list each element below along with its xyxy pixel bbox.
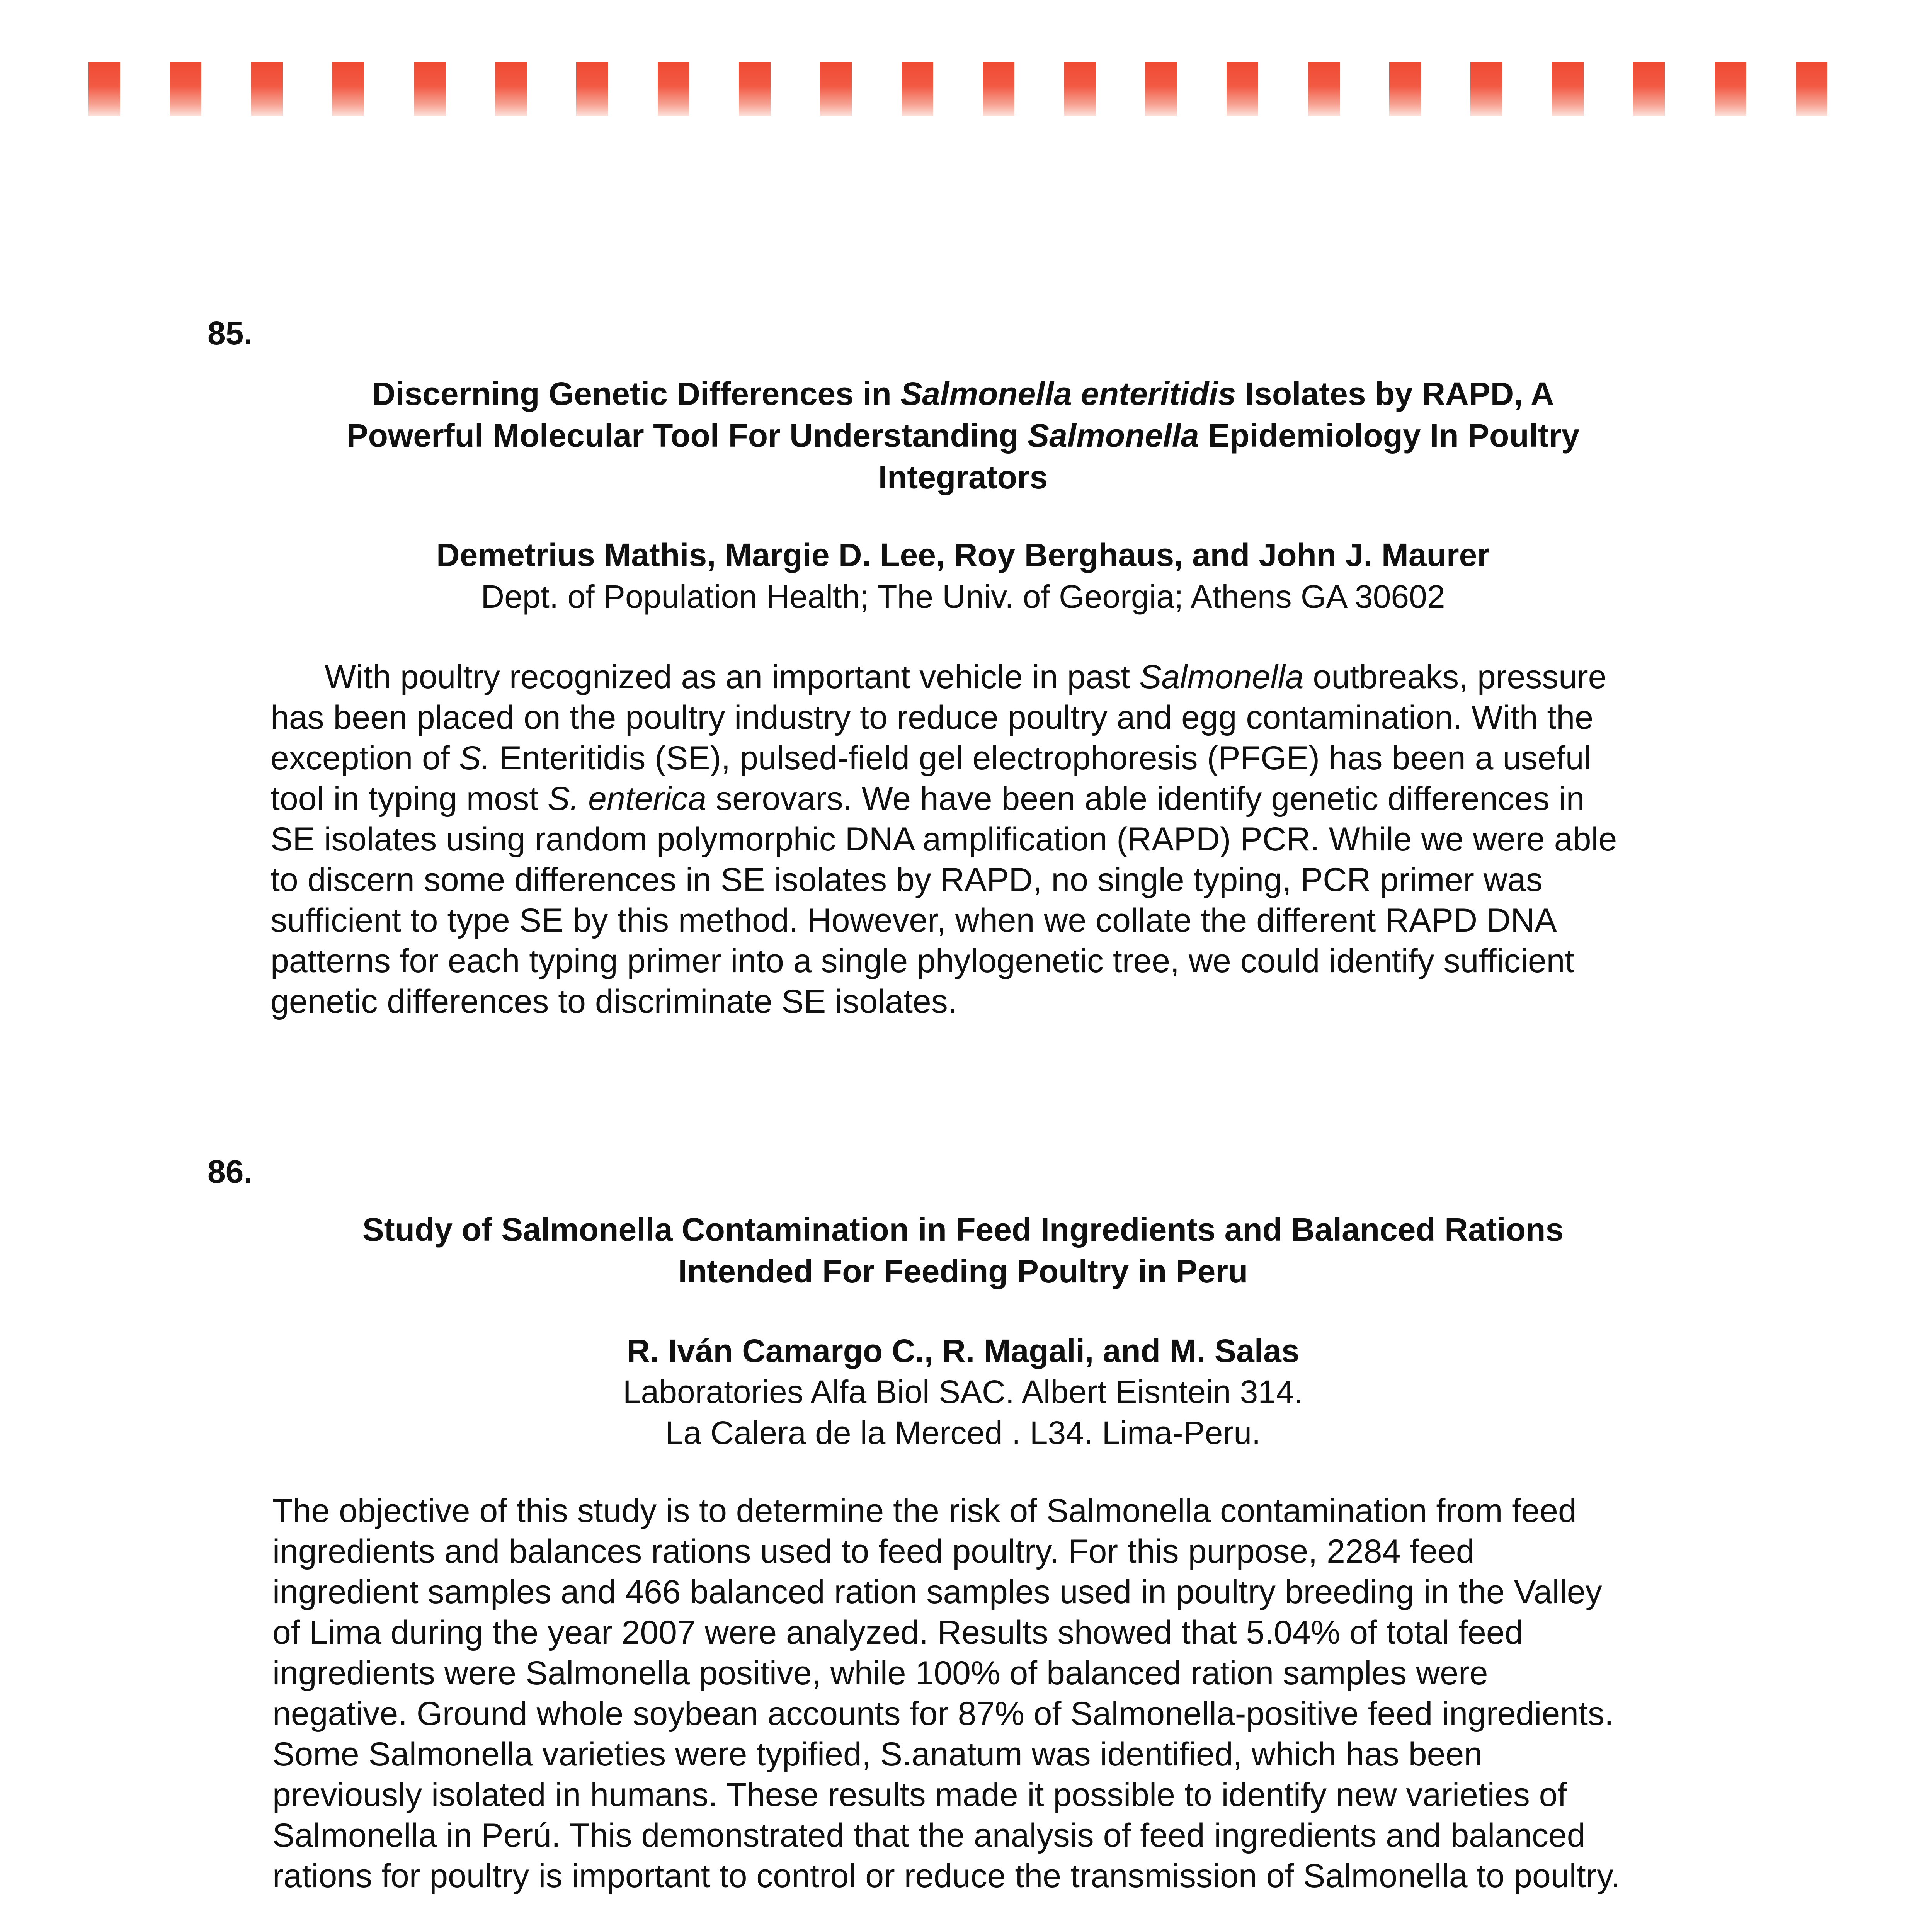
body-italic: S. enterica xyxy=(548,780,707,817)
body-text: serovars. We have been able identify genetic differences in xyxy=(706,780,1585,817)
title-italic: Salmonella enteritidis xyxy=(900,376,1236,412)
abstract-86-title xyxy=(0,1209,1926,1292)
header-band-square xyxy=(983,62,1014,116)
header-band xyxy=(88,62,1827,116)
body-line: to discern some differences in SE isolates by RAPD, no single typing, PCR primer was xyxy=(271,861,1543,898)
abstract-85-body xyxy=(271,657,1739,1022)
body-line xyxy=(271,657,1739,697)
title-text: Powerful Molecular Tool For Understanding xyxy=(346,417,1028,454)
body-italic: Salmonella xyxy=(1139,658,1304,696)
header-band-square xyxy=(1145,62,1177,116)
header-band-square xyxy=(1308,62,1340,116)
body-line: sufficient to type SE by this method. However, when we collate the different RAPD DNA xyxy=(271,902,1557,939)
header-band-square xyxy=(332,62,364,116)
body-text: exception of xyxy=(271,740,459,777)
title-text: Epidemiology In Poultry xyxy=(1199,417,1580,454)
body-line xyxy=(271,738,1739,779)
body-line: genetic differences to discriminate SE isolates. xyxy=(271,983,957,1020)
body-italic: S. xyxy=(459,740,490,777)
body-text: Enteritidis (SE), pulsed-field gel electrophoresis (PFGE) has been a useful xyxy=(490,740,1591,777)
body-line xyxy=(271,779,1739,819)
header-band-square xyxy=(1389,62,1421,116)
header-band-square xyxy=(1715,62,1746,116)
header-band-square xyxy=(1064,62,1096,116)
title-text: Isolates by RAPD, A xyxy=(1236,376,1554,412)
header-band-square xyxy=(658,62,689,116)
body-text: tool in typing most xyxy=(271,780,548,817)
abstract-85-title-line-3: Integrators xyxy=(878,459,1048,495)
body-line: previously isolated in humans. These results made it possible to identify new varieties of xyxy=(272,1776,1567,1813)
header-band-square xyxy=(88,62,120,116)
abstract-85-title xyxy=(0,373,1926,498)
abstract-86-affiliation-line-2: La Calera de la Merced . L34. Lima-Peru. xyxy=(665,1415,1261,1451)
body-line: SE isolates using random polymorphic DNA amplification (RAPD) PCR. While we were able xyxy=(271,821,1617,858)
header-band-square xyxy=(1552,62,1584,116)
abstract-85-affiliation: Dept. of Population Health; The Univ. of Georgia; Athens GA 30602 xyxy=(481,578,1445,615)
body-line: ingredient samples and 466 balanced ration samples used in poultry breeding in the Valley xyxy=(272,1573,1602,1611)
header-band-square xyxy=(1227,62,1258,116)
header-band-square xyxy=(414,62,446,116)
header-band-square xyxy=(1796,62,1827,116)
header-band-square xyxy=(820,62,852,116)
body-line: has been placed on the poultry industry to reduce poultry and egg contamination. With the xyxy=(271,699,1594,736)
body-line: of Lima during the year 2007 were analyzed. Results showed that 5.04% of total feed xyxy=(272,1614,1523,1651)
header-band-square xyxy=(251,62,283,116)
abstract-85-number: 85. xyxy=(208,315,253,351)
body-line: ingredients were Salmonella positive, while 100% of balanced ration samples were xyxy=(272,1655,1488,1692)
abstract-86-title-line-2: Intended For Feeding Poultry in Peru xyxy=(678,1253,1248,1289)
header-band-square xyxy=(739,62,771,116)
body-line: rations for poultry is important to control or reduce the transmission of Salmonella to poultry. xyxy=(272,1857,1620,1895)
body-line: ingredients and balances rations used to feed poultry. For this purpose, 2284 feed xyxy=(272,1533,1475,1570)
abstract-85-authors: Demetrius Mathis, Margie D. Lee, Roy Berghaus, and John J. Maurer xyxy=(436,537,1490,573)
abstract-85-title-line-1 xyxy=(0,373,1926,415)
abstract-86-number: 86. xyxy=(208,1153,253,1190)
body-text: outbreaks, pressure xyxy=(1303,658,1607,696)
body-line: Some Salmonella varieties were typified, S.anatum was identified, which has been xyxy=(272,1736,1483,1773)
body-line: The objective of this study is to determine the risk of Salmonella contamination from feed xyxy=(272,1492,1577,1529)
abstract-86-authors: R. Iván Camargo C., R. Magali, and M. Salas xyxy=(626,1333,1300,1369)
abstract-86-affiliation-line-1: Laboratories Alfa Biol SAC. Albert Eisntein 314. xyxy=(623,1374,1303,1410)
header-band-square xyxy=(1633,62,1665,116)
body-line: patterns for each typing primer into a single phylogenetic tree, we could identify sufficient xyxy=(271,942,1574,980)
title-text: Discerning Genetic Differences in xyxy=(372,376,901,412)
body-line: negative. Ground whole soybean accounts for 87% of Salmonella-positive feed ingredients. xyxy=(272,1695,1614,1732)
header-band-square xyxy=(495,62,527,116)
title-italic: Salmonella xyxy=(1028,417,1199,454)
body-line: Salmonella in Perú. This demonstrated that the analysis of feed ingredients and balanced xyxy=(272,1817,1586,1854)
abstract-86-body xyxy=(272,1491,1741,1896)
header-band-square xyxy=(576,62,608,116)
header-band-square xyxy=(902,62,933,116)
body-text: With poultry recognized as an important vehicle in past xyxy=(325,658,1140,696)
header-band-square xyxy=(170,62,201,116)
abstract-85-title-line-2 xyxy=(0,415,1926,456)
header-band-square xyxy=(1470,62,1502,116)
abstract-86-title-line-1: Study of Salmonella Contamination in Feed Ingredients and Balanced Rations xyxy=(362,1211,1564,1248)
